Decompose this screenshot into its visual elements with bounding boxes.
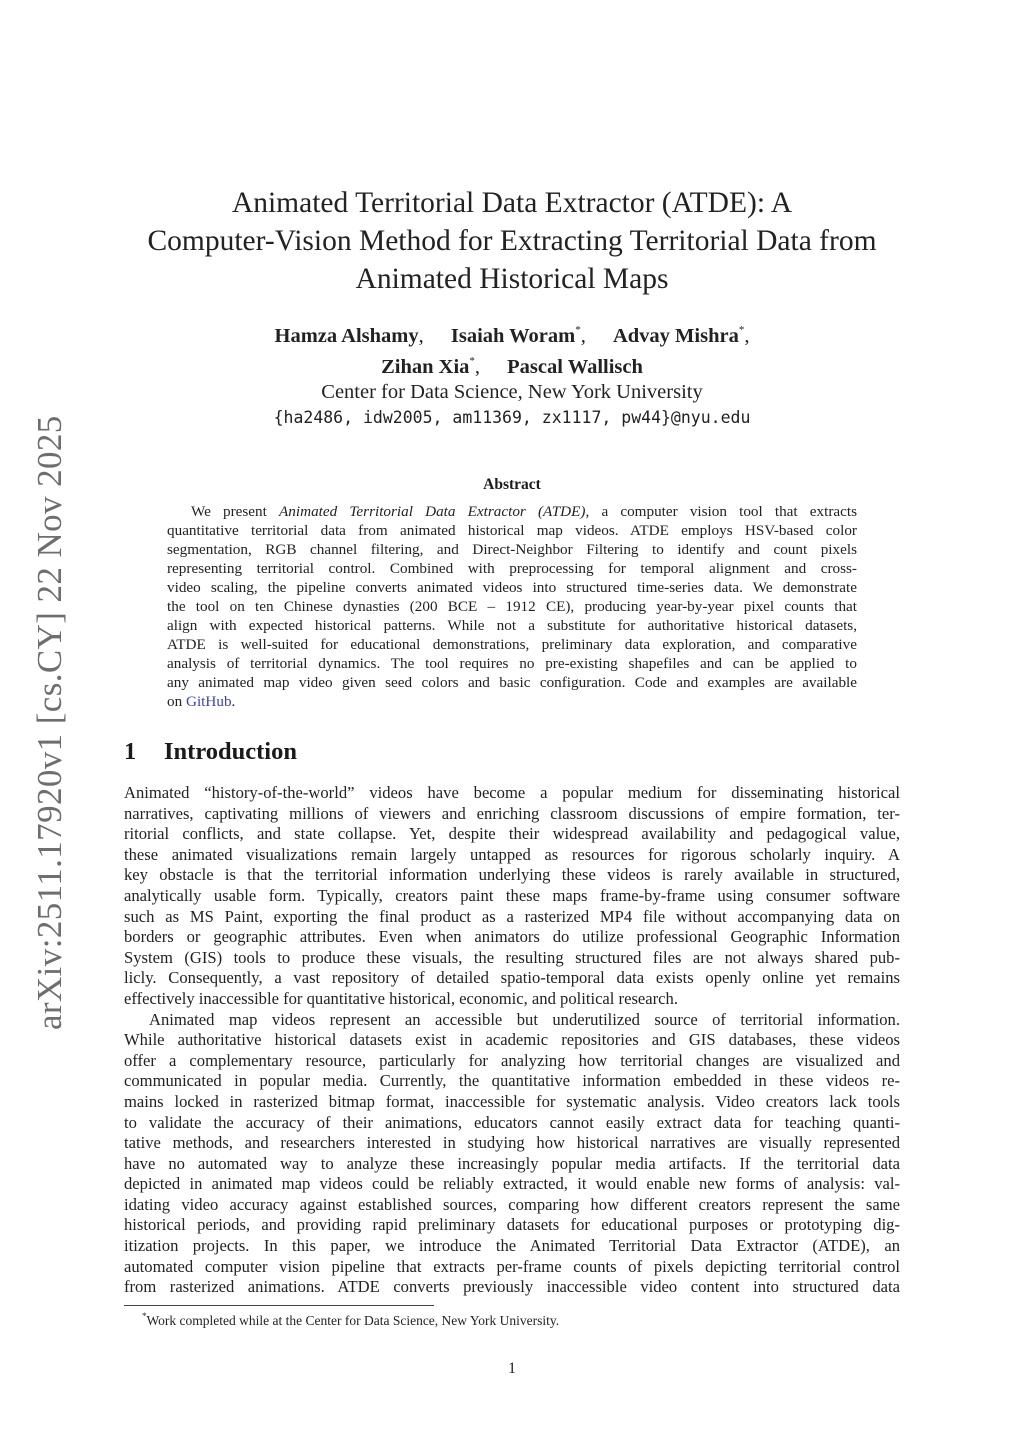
footnote-divider: [124, 1305, 434, 1306]
title-line: Animated Territorial Data Extractor (ATDE): A: [231, 187, 793, 219]
body-line: borders or geographic attributes. Even when animators do utilize professional Geographic Information: [124, 927, 900, 947]
github-link[interactable]: GitHub: [185, 693, 232, 710]
footnote: [142, 1311, 559, 1329]
body-line: key obstacle is that the territorial information underlying these videos is rarely available in structured,: [124, 865, 900, 885]
footnote-mark: *: [575, 324, 581, 336]
abstract-text: [167, 502, 857, 711]
abstract-line: analysis of territorial dynamics. The tool requires no pre-existing shapefiles and can be applied to: [167, 655, 857, 672]
abstract-line: representing territorial control. Combined with preprocessing for temporal alignment and cross-: [167, 560, 857, 577]
body-line: depicted in animated map videos could be reliably extracted, it would enable new forms of analysis: val-: [124, 1174, 900, 1194]
footnote-text: Work completed while at the Center for Data Science, New York University.: [146, 1313, 560, 1328]
body-line: Animated “history-of-the-world” videos have become a popular medium for disseminating historical: [124, 783, 900, 802]
body-line: analytically usable form. Typically, creators paint these maps frame-by-frame using consumer software: [124, 885, 900, 905]
body-line: historical periods, and providing rapid preliminary datasets for educational purposes or prototyping dig-: [124, 1215, 900, 1235]
author-name: Pascal Wallisch: [507, 356, 643, 378]
author-name: Hamza Alshamy: [274, 325, 419, 347]
body-line: Animated map videos represent an accessible but underutilized source of territorial information.: [149, 1009, 900, 1029]
body-line: offer a complementary resource, particularly for analyzing how territorial changes are visualized and: [124, 1050, 900, 1070]
body-text: [124, 783, 900, 1298]
affiliation: Center for Data Science, New York University: [321, 381, 703, 403]
abstract-line: ATDE is well-suited for educational demonstrations, preliminary data exploration, and comparative: [167, 636, 857, 653]
footnote-mark: *: [469, 355, 475, 367]
body-line: these animated visualizations remain largely untapped as resources for rigorous scholarly inquiry. A: [124, 844, 900, 864]
author-row: Zihan Xia*, Pascal Wallisch: [381, 355, 643, 378]
abstract-line: segmentation, RGB channel filtering, and Direct-Neighbor Filtering to identify and count pixels: [167, 541, 857, 558]
abstract-line: video scaling, the pipeline converts animated videos into structured time-series data. We demonstrate: [167, 579, 857, 596]
body-line: tative methods, and researchers interested in studying how historical narratives are visually represented: [124, 1133, 900, 1153]
body-line: have no automated way to analyze these increasingly popular media artifacts. If the territorial data: [124, 1153, 900, 1173]
body-line: System (GIS) tools to produce these visuals, the resulting structured files are not always shared pub-: [124, 947, 900, 967]
footnote-mark: *: [142, 1311, 147, 1321]
body-line: communicated in popular media. Currently, the quantitative information embedded in these videos re-: [124, 1071, 900, 1091]
abstract-heading: Abstract: [483, 476, 541, 493]
body-line: mains locked in rasterized bitmap format, inaccessible for systematic analysis. Video creators lack tools: [124, 1091, 900, 1111]
body-line: While authoritative historical datasets exist in academic repositories and GIS databases, these videos: [124, 1030, 900, 1050]
author-row: Hamza Alshamy, Isaiah Woram*, Advay Mishra*,: [274, 324, 750, 347]
body-line: narratives, captivating millions of viewers and enriching classroom discussions of empire formation, ter-: [124, 803, 900, 823]
abstract-line: any animated map video given seed colors and basic configuration. Code and examples are available: [167, 674, 857, 691]
abstract-line: on GitHub.: [167, 693, 236, 710]
title-line: Computer-Vision Method for Extracting Territorial Data from: [147, 225, 877, 257]
body-line: effectively inaccessible for quantitative historical, economic, and political research.: [124, 988, 678, 1008]
section-title: Introduction: [164, 738, 297, 765]
body-line: such as MS Paint, exporting the final product as a rasterized MP4 file without accompanying data on: [124, 906, 900, 926]
abstract-line: We present Animated Territorial Data Extractor (ATDE), a computer vision tool that extracts: [191, 503, 858, 520]
body-line: from rasterized animations. ATDE converts previously inaccessible video content into structured data: [124, 1277, 900, 1297]
author-name: Isaiah Woram: [450, 325, 576, 347]
abstract-line: quantitative territorial data from animated historical map videos. ATDE employs HSV-based color: [167, 522, 857, 539]
section-heading: [124, 738, 297, 766]
abstract-line: align with expected historical patterns. While not a substitute for authoritative historical datasets,: [167, 617, 857, 634]
paper-title: [110, 184, 914, 298]
arxiv-identifier[interactable]: arXiv:2511.17920v1 [cs.CY] 22 Nov 2025: [30, 415, 69, 1030]
body-line: to validate the accuracy of their animations, educators cannot easily extract data for teaching quanti-: [124, 1112, 900, 1132]
author-name: Advay Mishra: [612, 325, 739, 347]
page-number: 1: [508, 1360, 516, 1377]
section-number: 1: [124, 738, 137, 765]
title-line: Animated Historical Maps: [355, 263, 669, 295]
footnote-mark: *: [738, 324, 745, 336]
author-block: [110, 318, 914, 430]
body-line: automated computer vision pipeline that extracts per-frame counts of pixels depicting territorial control: [124, 1256, 900, 1276]
author-name: Zihan Xia: [381, 356, 470, 378]
body-line: idating video accuracy against established sources, comparing how different creators represent the same: [124, 1194, 900, 1214]
author-emails[interactable]: {ha2486, idw2005, am11369, zx1117, pw44}@nyu.edu: [273, 408, 751, 427]
body-line: ritorial conflicts, and state collapse. Yet, despite their widespread availability and pedagogical value,: [124, 824, 900, 844]
body-line: itization projects. In this paper, we introduce the Animated Territorial Data Extractor (ATDE), an: [124, 1236, 900, 1256]
body-line: licly. Consequently, a vast repository of detailed spatio-temporal data exists openly online yet remains: [124, 968, 900, 988]
abstract-line: the tool on ten Chinese dynasties (200 BCE – 1912 CE), producing year-by-year pixel counts that: [167, 598, 857, 615]
